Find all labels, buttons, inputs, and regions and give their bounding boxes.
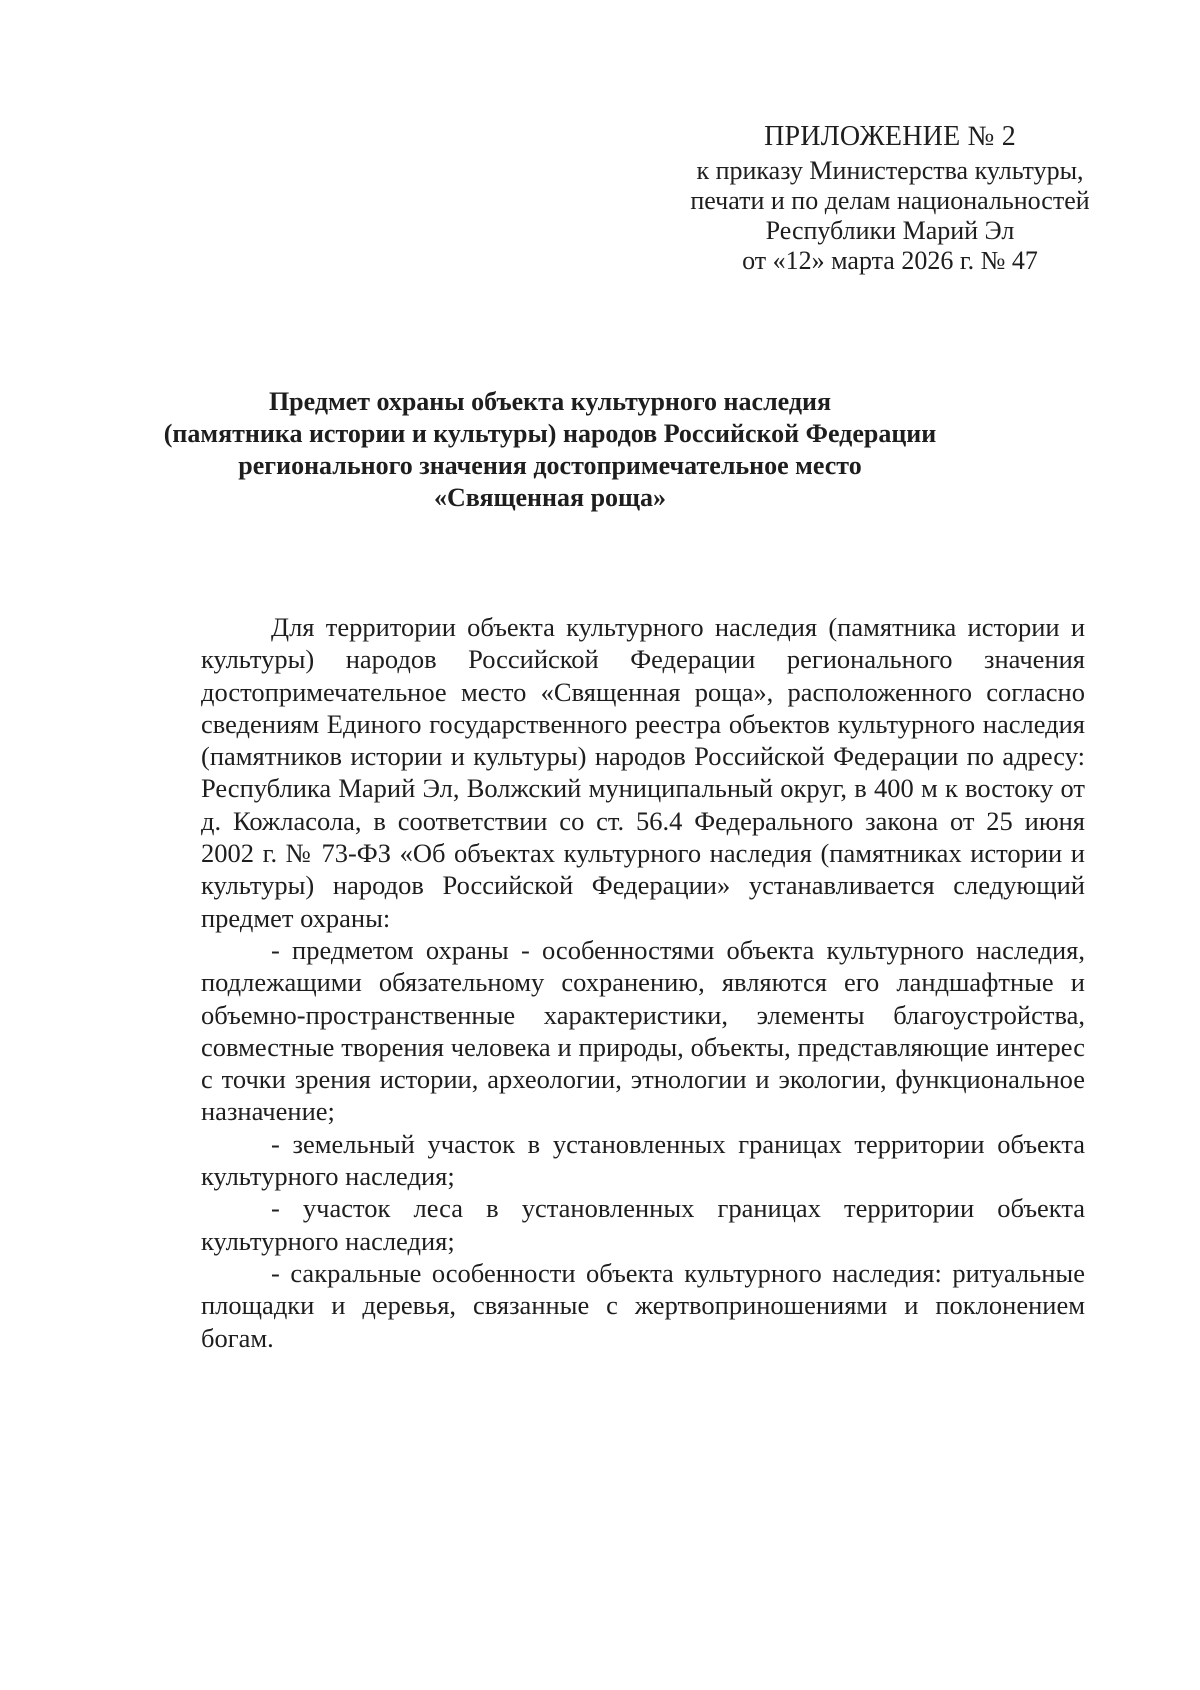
appendix-line: Республики Марий Эл (765, 216, 1015, 245)
heading-line: (памятника истории и культуры) народов Российской Федерации (163, 419, 937, 448)
body-list-item: - участок леса в установленных границах территории объекта культурного наследия; (201, 1193, 1085, 1256)
appendix-header (660, 120, 1120, 276)
appendix-line: к приказу Министерства культуры, (696, 156, 1084, 185)
heading-line: «Священная роща» (434, 483, 666, 512)
document-heading (150, 386, 950, 514)
body-list-item: - земельный участок в установленных границах территории объекта культурного наследия; (201, 1128, 1085, 1192)
appendix-line: от «12» марта 2026 г. № 47 (742, 246, 1038, 275)
heading-line: регионального значения достопримечательное место (238, 451, 862, 480)
document-body (201, 611, 1085, 1354)
appendix-title: ПРИЛОЖЕНИЕ № 2 (764, 121, 1016, 152)
heading-line: Предмет охраны объекта культурного наследия (268, 387, 832, 416)
body-paragraph: Для территории объекта культурного наследия (памятника истории и культуры) народов Российской Федерации регионального значения достопримечательное место «Священная роща», расположенного согласно сведениям Единого государственного реестра объектов культурного наследия (памятников истории и культуры) народов Российской Федерации по адресу: Республика Марий Эл, Волжский муниципальный округ, в 400 м к востоку от д. Кожласола, в соответствии со ст. 56.4 Федерального закона от 25 июня 2002 г. № 73-ФЗ «Об объектах культурного наследия (памятниках истории и культуры) народов Российской Федерации» устанавливается следующий предмет охраны: (201, 612, 1085, 933)
appendix-line: печати и по делам национальностей (690, 186, 1090, 215)
body-list-item: - сакральные особенности объекта культурного наследия: ритуальные площадки и деревья, связанные с жертвоприношениями и поклонением богам. (201, 1257, 1085, 1353)
body-list-item: - предметом охраны - особенностями объекта культурного наследия, подлежащими обязательному сохранению, являются его ландшафтные и объемно-пространственные характеристики, элементы благоустройства, совместные творения человека и природы, объекты, представляющие интерес с точки зрения истории, археологии, этнологии и экологии, функциональное назначение; (201, 934, 1085, 1127)
